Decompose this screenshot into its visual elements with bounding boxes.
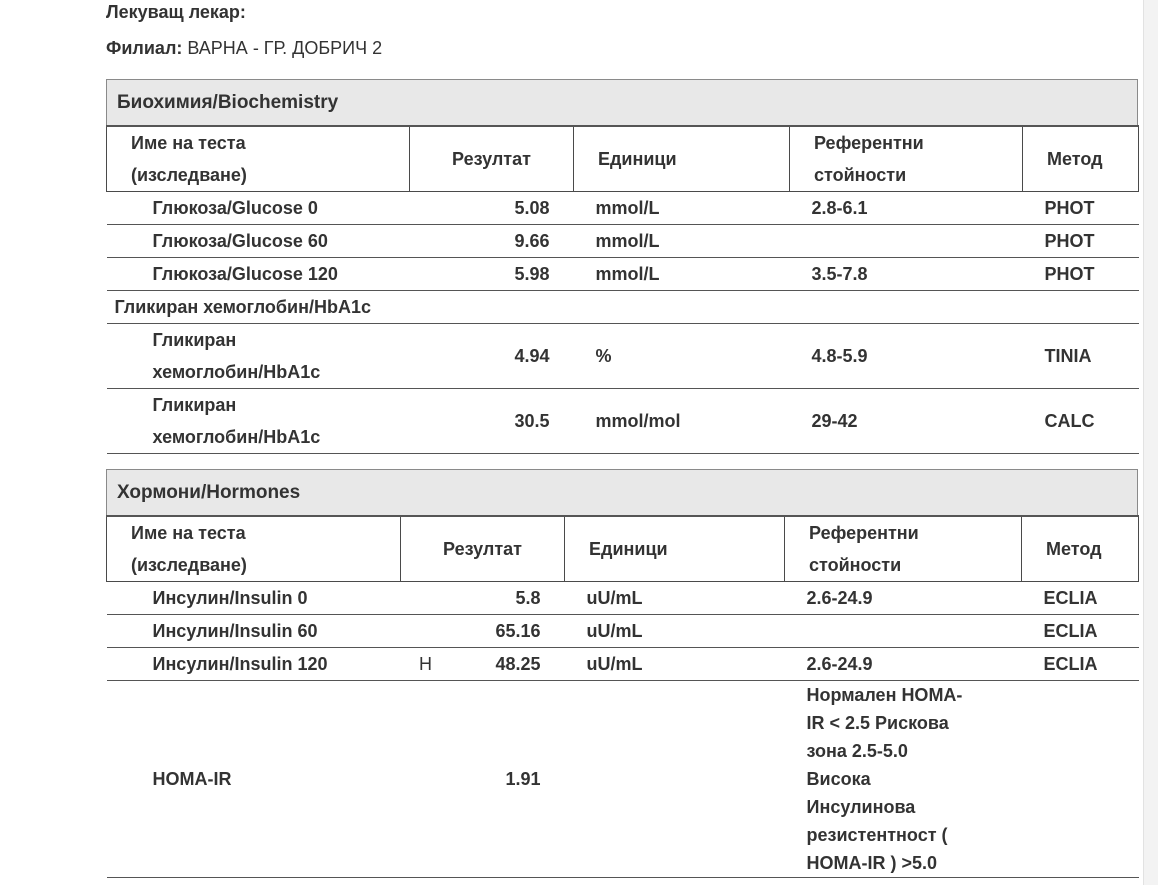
results-table	[106, 515, 1139, 878]
test-unit: %	[574, 324, 790, 389]
test-unit: uU/mL	[565, 582, 785, 615]
col-reference: Референтни стойности	[790, 126, 1023, 192]
table-header-row	[107, 126, 1139, 192]
col-test-name: Име на теста (изследване)	[107, 516, 401, 582]
test-result: 48.25	[451, 648, 565, 681]
test-reference: 29-42	[790, 389, 1023, 454]
branch-label: Филиал:	[106, 38, 183, 58]
table-row	[107, 389, 1139, 454]
test-reference: 3.5-7.8	[790, 258, 1023, 291]
test-reference: 2.6-24.9	[785, 582, 1022, 615]
ref-line: Висока	[806, 769, 871, 789]
ref-line: Нормален HOMA-	[806, 685, 963, 705]
doctor-label: Лекуващ лекар:	[106, 2, 246, 22]
test-unit: mmol/L	[574, 225, 790, 258]
results-table	[106, 125, 1139, 454]
table-row	[107, 225, 1139, 258]
test-method: CALC	[1023, 389, 1139, 454]
col-reference: Референтни стойности	[785, 516, 1022, 582]
test-name: Гликиран хемоглобин/HbA1c	[107, 324, 410, 389]
branch-line	[106, 38, 382, 59]
ref-line: резистентност (	[806, 825, 948, 845]
test-result: 30.5	[410, 389, 574, 454]
test-name: Глюкоза/Glucose 120	[107, 258, 410, 291]
test-method: ECLIA	[1022, 648, 1139, 681]
col-units: Единици	[565, 516, 785, 582]
test-method	[1022, 681, 1139, 878]
high-flag: H	[401, 648, 451, 681]
test-unit: mmol/L	[574, 258, 790, 291]
test-method: ECLIA	[1022, 582, 1139, 615]
test-method: PHOT	[1023, 192, 1139, 225]
table-row	[107, 615, 1139, 648]
test-name: Инсулин/Insulin 60	[107, 615, 401, 648]
test-result: 1.91	[451, 681, 565, 878]
test-name: Глюкоза/Glucose 60	[107, 225, 410, 258]
hormones-section	[106, 469, 1138, 878]
test-flag	[401, 615, 451, 648]
test-unit: mmol/mol	[574, 389, 790, 454]
doctor-line	[106, 2, 246, 23]
branch-value: ВАРНА - ГР. ДОБРИЧ 2	[187, 38, 383, 58]
ref-line: зона 2.5-5.0	[806, 741, 908, 761]
table-header-row	[107, 516, 1139, 582]
test-method: TINIA	[1023, 324, 1139, 389]
col-test-name: Име на теста (изследване)	[107, 126, 410, 192]
group-title: Гликиран хемоглобин/HbA1c	[107, 291, 1139, 324]
test-reference: 4.8-5.9	[790, 324, 1023, 389]
test-method: PHOT	[1023, 225, 1139, 258]
table-row	[107, 192, 1139, 225]
test-reference	[790, 225, 1023, 258]
test-result: 4.94	[410, 324, 574, 389]
test-reference	[785, 615, 1022, 648]
test-method: PHOT	[1023, 258, 1139, 291]
test-result: 65.16	[451, 615, 565, 648]
test-unit: uU/mL	[565, 615, 785, 648]
ref-line: Инсулинова	[806, 797, 916, 817]
test-name: Глюкоза/Glucose 0	[107, 192, 410, 225]
test-unit	[565, 681, 785, 878]
page-scroll-edge	[1143, 0, 1158, 885]
table-row	[107, 648, 1139, 681]
test-flag	[401, 582, 451, 615]
col-method: Метод	[1022, 516, 1139, 582]
col-result: Резултат	[410, 126, 574, 192]
ref-line: HOMA-IR ) >5.0	[806, 853, 938, 873]
test-result: 5.8	[451, 582, 565, 615]
test-name: HOMA-IR	[107, 681, 401, 878]
test-flag	[401, 681, 451, 878]
table-row	[107, 324, 1139, 389]
col-units: Единици	[574, 126, 790, 192]
test-reference	[785, 681, 1022, 878]
test-unit: mmol/L	[574, 192, 790, 225]
biochemistry-section	[106, 79, 1138, 454]
test-result: 5.98	[410, 258, 574, 291]
test-name: Инсулин/Insulin 120	[107, 648, 401, 681]
col-result: Резултат	[401, 516, 565, 582]
section-title: Биохимия/Biochemistry	[106, 79, 1138, 125]
test-name: Инсулин/Insulin 0	[107, 582, 401, 615]
test-reference: 2.6-24.9	[785, 648, 1022, 681]
table-row	[107, 258, 1139, 291]
ref-line: IR < 2.5 Рискова	[806, 713, 949, 733]
test-result: 9.66	[410, 225, 574, 258]
col-method: Метод	[1023, 126, 1139, 192]
test-method: ECLIA	[1022, 615, 1139, 648]
test-unit: uU/mL	[565, 648, 785, 681]
table-row	[107, 681, 1139, 878]
table-row	[107, 582, 1139, 615]
test-name: Гликиран хемоглобин/HbA1c	[107, 389, 410, 454]
test-result: 5.08	[410, 192, 574, 225]
section-title: Хормони/Hormones	[106, 469, 1138, 515]
test-reference: 2.8-6.1	[790, 192, 1023, 225]
group-row	[107, 291, 1139, 324]
